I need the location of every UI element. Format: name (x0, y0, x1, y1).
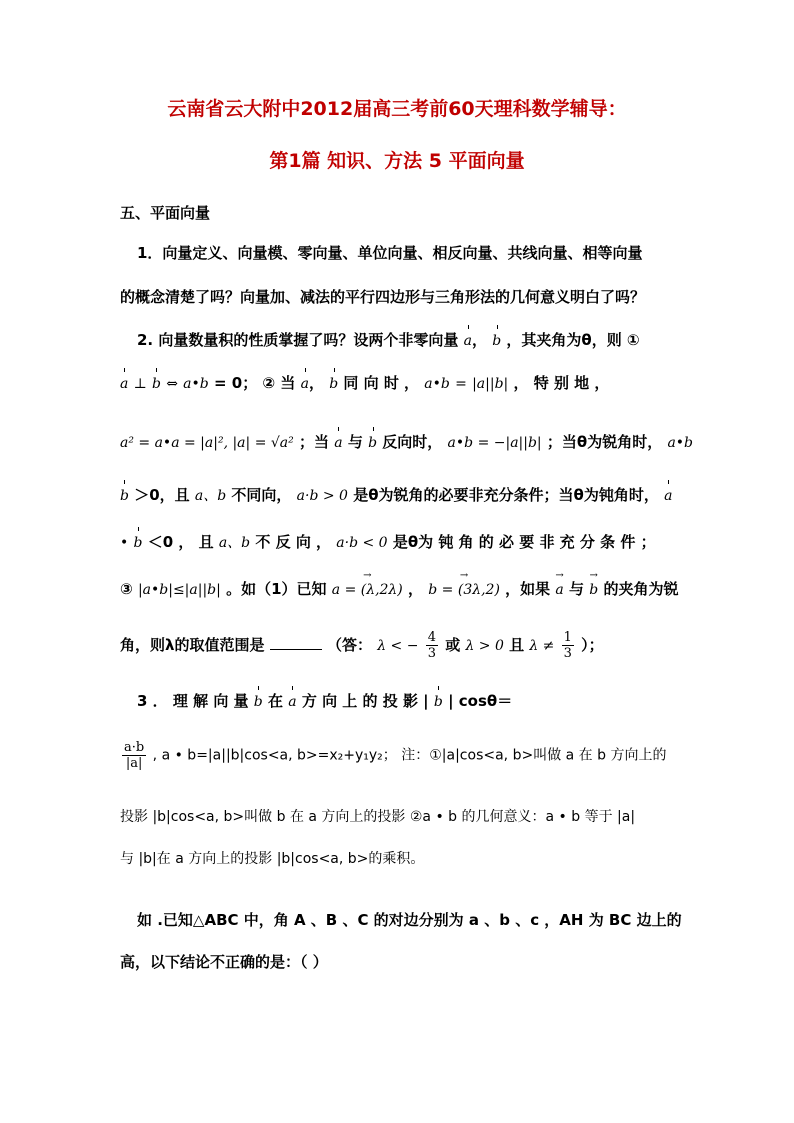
item2-text: 同 向 时 ， (343, 374, 420, 392)
positive-condition: a·b > 0 (296, 488, 348, 504)
fraction-denominator: |a| (125, 756, 143, 771)
vector-a: a (334, 432, 342, 454)
item2-text: ，其夹角为θ，则 ① (506, 331, 640, 349)
item2-text: ，如果 (505, 580, 551, 598)
dot-symbol: • (120, 535, 129, 551)
vector-b: b (329, 373, 338, 395)
vector-b-coords: → b = (3λ,2) (428, 579, 500, 601)
answer-blank (270, 635, 322, 650)
fraction-numerator: 1 (563, 630, 572, 645)
item2-text: 不同向， (231, 486, 292, 504)
vector-b: b (492, 330, 501, 352)
fraction-denominator: 3 (563, 646, 572, 661)
item2-text: 不 反 向 ， (255, 533, 332, 551)
item2-line3 (120, 431, 694, 454)
item2-text: 是θ为 钝 角 的 必 要 非 充 分 条 件 ； (392, 533, 656, 551)
item3-text: 方 向 上 的 投 影 | (301, 692, 429, 710)
fraction-denominator: 3 (427, 646, 436, 661)
item2-text: ；当θ为锐角时， (546, 433, 663, 451)
item2-line6 (120, 578, 680, 601)
item2-text: 2. 向量数量积的性质掌握了吗？设两个非零向量 (137, 331, 459, 349)
item2-line1: 2. 向量数量积的性质掌握了吗？设两个非零向量 a， b ，其夹角为θ，则 ① (137, 329, 680, 352)
vector-b: → b (589, 579, 598, 601)
vector-b: b (434, 691, 443, 713)
item2-text: ， 特 别 地 ， (513, 374, 610, 392)
item2-text: ， (408, 580, 424, 598)
item2-text: 或 (445, 636, 461, 654)
item2-text: 与 (347, 433, 363, 451)
vector-a: a (464, 330, 472, 352)
item2-text: 的夹角为锐 (603, 580, 679, 598)
item1-line1: 1．向量定义、向量模、零向量、单位向量、相反向量、共线向量、相等向量 (137, 244, 643, 262)
inequality: |a•b|≤|a||b| (137, 582, 221, 598)
vector-b: b (134, 532, 143, 554)
item2-line4 (120, 484, 680, 507)
section-heading: 五、平面向量 (120, 204, 211, 222)
vector-a: a (301, 373, 309, 395)
item2-line7 (120, 630, 680, 661)
vector-a: a (664, 485, 672, 507)
lambda-not-equal: λ ≠ (529, 638, 555, 654)
document-title: 云南省云大附中2012届高三考前60天理科数学辅导： (167, 98, 627, 120)
lambda-positive: λ > 0 (465, 638, 504, 654)
projection-fraction (122, 740, 146, 771)
item2-text: ＞0，且 (134, 486, 190, 504)
modulus-product: |a||b| (472, 376, 509, 392)
fraction-numerator: 4 (427, 630, 436, 645)
vectors-a-b: a、b (218, 535, 251, 551)
item2-text: （答： (326, 636, 372, 654)
item3-text: , a • b=|a||b|cos<a, b>=x₂+y₁y₂； 注：①|a|cos<a, b>叫做 a 在 b 方向上的 (152, 747, 667, 764)
item2-line5 (120, 531, 680, 554)
item2-text: 角，则λ的取值范围是 (120, 636, 265, 654)
equals-sign: = (455, 376, 467, 392)
item2-text: ＜0 ， 且 (147, 533, 214, 551)
dot-product: a•b (667, 435, 694, 451)
example-line2: 高，以下结论不正确的是：（ ） (120, 953, 328, 971)
vector-b: b (120, 485, 129, 507)
item2-text: 。如（1）已知 (226, 580, 327, 598)
fraction-one-third (562, 630, 574, 661)
fraction-numerator: a·b (124, 740, 145, 755)
item2-text: 是θ为锐角的必要非充分条件；当θ为钝角时， (353, 486, 659, 504)
item2-text: ；当 (299, 433, 330, 451)
dot-product: a•b (424, 376, 450, 392)
negative-modulus: a•b = −|a||b| (447, 435, 542, 451)
item3-line2 (120, 740, 680, 771)
item3-line3: 投影 |b|cos<a, b>叫做 b 在 a 方向上的投影 ②a • b 的几何意义：a • b 等于 |a| (120, 809, 636, 825)
vector-b: b (254, 691, 263, 713)
lambda-lower: λ < − (377, 638, 419, 654)
item1-line2: 的概念清楚了吗？向量加、减法的平行四边形与三角形法的几何意义明白了吗？ (120, 288, 646, 306)
perp-symbol: ⊥ (133, 376, 147, 392)
item3-text: | cosθ＝ (448, 692, 513, 710)
vector-a: a (120, 373, 128, 395)
item3-line1 (137, 690, 680, 713)
iff-symbol: ⇔ (166, 376, 178, 392)
square-formula: a² = a•a = |a|², |a| = √a² (120, 435, 294, 451)
item3-text: 在 (268, 692, 284, 710)
vector-a: a (288, 691, 296, 713)
item3-text: 3 ． 理 解 向 量 (137, 692, 249, 710)
item2-text: = 0； ② 当 (213, 374, 296, 392)
vector-a-coords: → a = (λ,2λ) (332, 579, 403, 601)
vector-a: → a (555, 579, 563, 601)
document-subtitle: 第1篇 知识、方法 5 平面向量 (269, 150, 525, 172)
vector-b: b (368, 432, 377, 454)
item3-line4: 与 |b|在 a 方向上的投影 |b|cos<a, b>的乘积。 (120, 851, 425, 867)
example-line1: 如 .已知△ABC 中，角 A 、B 、C 的对边分别为 a 、b 、c ，AH 为 BC 边上的 (137, 911, 682, 929)
vectors-a-b: a、b (194, 488, 227, 504)
item2-text: 且 (509, 636, 525, 654)
negative-condition: a·b < 0 (336, 535, 388, 551)
vector-b: b (152, 373, 161, 395)
fraction-four-thirds (426, 630, 438, 661)
item2-text: 与 (569, 580, 585, 598)
item2-text: ③ (120, 580, 133, 598)
item2-text: ）； (581, 636, 604, 654)
item2-line2: a ⊥ b ⇔ a•b = 0； ② 当 a， b 同 向 时 ， a•b = |a||b| ， 特 别 地 ， (120, 372, 680, 395)
dot-product: a•b (183, 376, 209, 392)
item2-text: 反向时， (382, 433, 443, 451)
